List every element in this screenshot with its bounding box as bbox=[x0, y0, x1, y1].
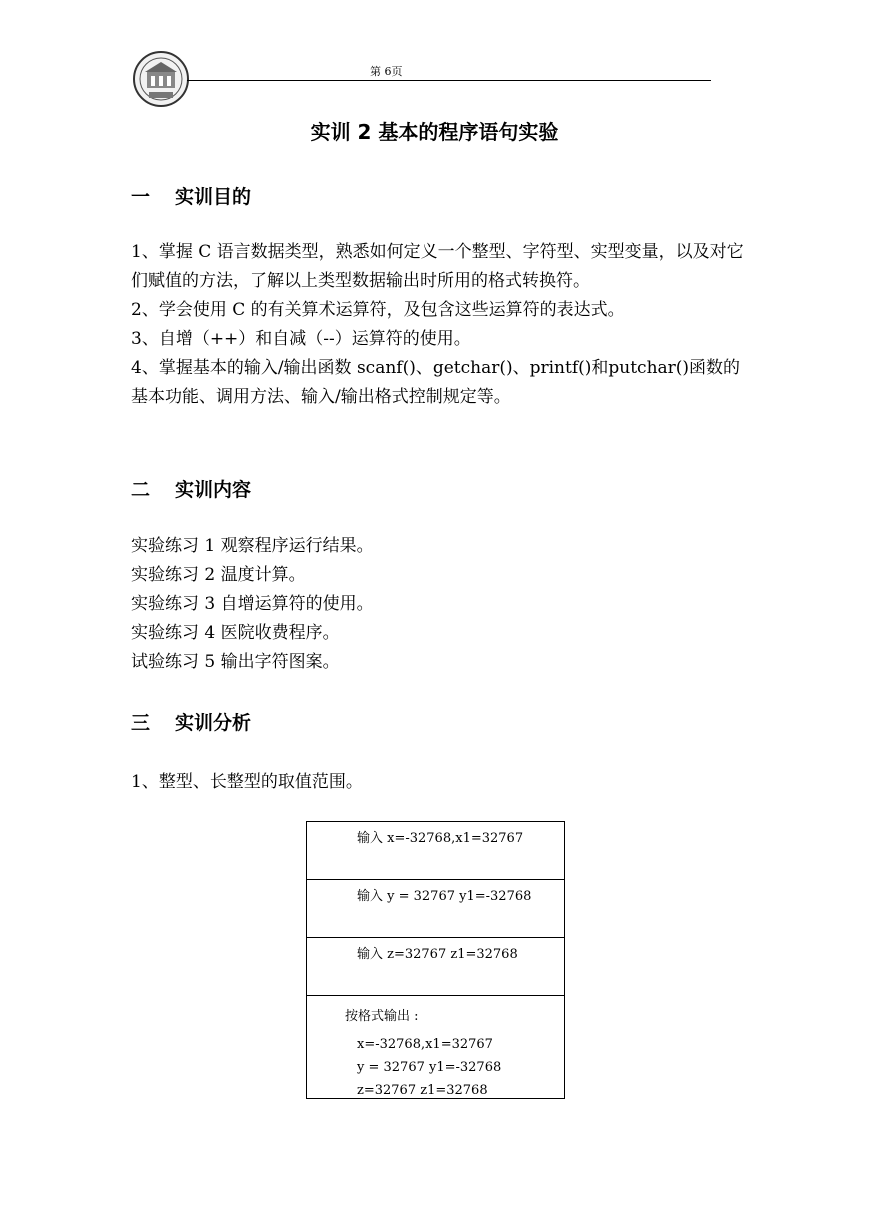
table-row bbox=[307, 996, 565, 1099]
contents-item: 实验练习 2 温度计算。 bbox=[131, 565, 306, 585]
output-line: z=32767 z1=32768 bbox=[357, 1083, 488, 1098]
table-row bbox=[307, 938, 565, 996]
output-cell bbox=[307, 996, 564, 1098]
contents-item: 实验练习 1 观察程序运行结果。 bbox=[131, 536, 374, 556]
table-row bbox=[307, 880, 565, 938]
page-number: 第 6页 bbox=[370, 65, 403, 78]
section-heading-contents bbox=[131, 475, 251, 502]
section-number: 一 bbox=[131, 186, 151, 208]
section-heading-analysis bbox=[131, 708, 251, 735]
header-rule bbox=[187, 80, 711, 81]
output-label: 按格式输出 : bbox=[345, 1009, 419, 1024]
university-seal-logo bbox=[131, 50, 191, 108]
objective-item: 2、学会使用 C 的有关算术运算符，及包含这些运算符的表达式。 bbox=[131, 300, 625, 320]
table-row bbox=[307, 822, 565, 880]
contents-item: 试验练习 5 输出字符图案。 bbox=[131, 652, 340, 672]
input-cell: 输入 y = 32767 y1=-32768 bbox=[357, 889, 532, 904]
objectives-list bbox=[131, 238, 751, 412]
input-cell: 输入 x=-32768,x1=32767 bbox=[357, 831, 524, 846]
page-title: 实训 2 基本的程序语句实验 bbox=[310, 120, 559, 144]
objective-item: 4、掌握基本的输入/输出函数 scanf()、getchar()、printf()和putchar()函数的基本功能、调用方法、输入/输出格式控制规定等。 bbox=[131, 358, 741, 407]
section-title: 实训内容 bbox=[175, 479, 252, 501]
io-flow-table bbox=[306, 821, 565, 1099]
section-number: 二 bbox=[131, 479, 151, 501]
section-title: 实训分析 bbox=[175, 712, 252, 734]
contents-list bbox=[131, 532, 374, 677]
section-number: 三 bbox=[131, 712, 151, 734]
objective-item: 1、掌握 C 语言数据类型，熟悉如何定义一个整型、字符型、实型变量，以及对它们赋值的方法，了解以上类型数据输出时所用的格式转换符。 bbox=[131, 242, 744, 291]
contents-item: 实验练习 3 自增运算符的使用。 bbox=[131, 594, 374, 614]
objective-item: 3、自增（++）和自减（--）运算符的使用。 bbox=[131, 329, 471, 349]
section-heading-objectives bbox=[131, 182, 251, 209]
analysis-item: 1、整型、长整型的取值范围。 bbox=[131, 772, 363, 792]
output-line: y = 32767 y1=-32768 bbox=[357, 1060, 502, 1075]
contents-item: 实验练习 4 医院收费程序。 bbox=[131, 623, 340, 643]
input-cell: 输入 z=32767 z1=32768 bbox=[357, 947, 518, 962]
section-title: 实训目的 bbox=[175, 186, 252, 208]
output-line: x=-32768,x1=32767 bbox=[357, 1037, 493, 1052]
